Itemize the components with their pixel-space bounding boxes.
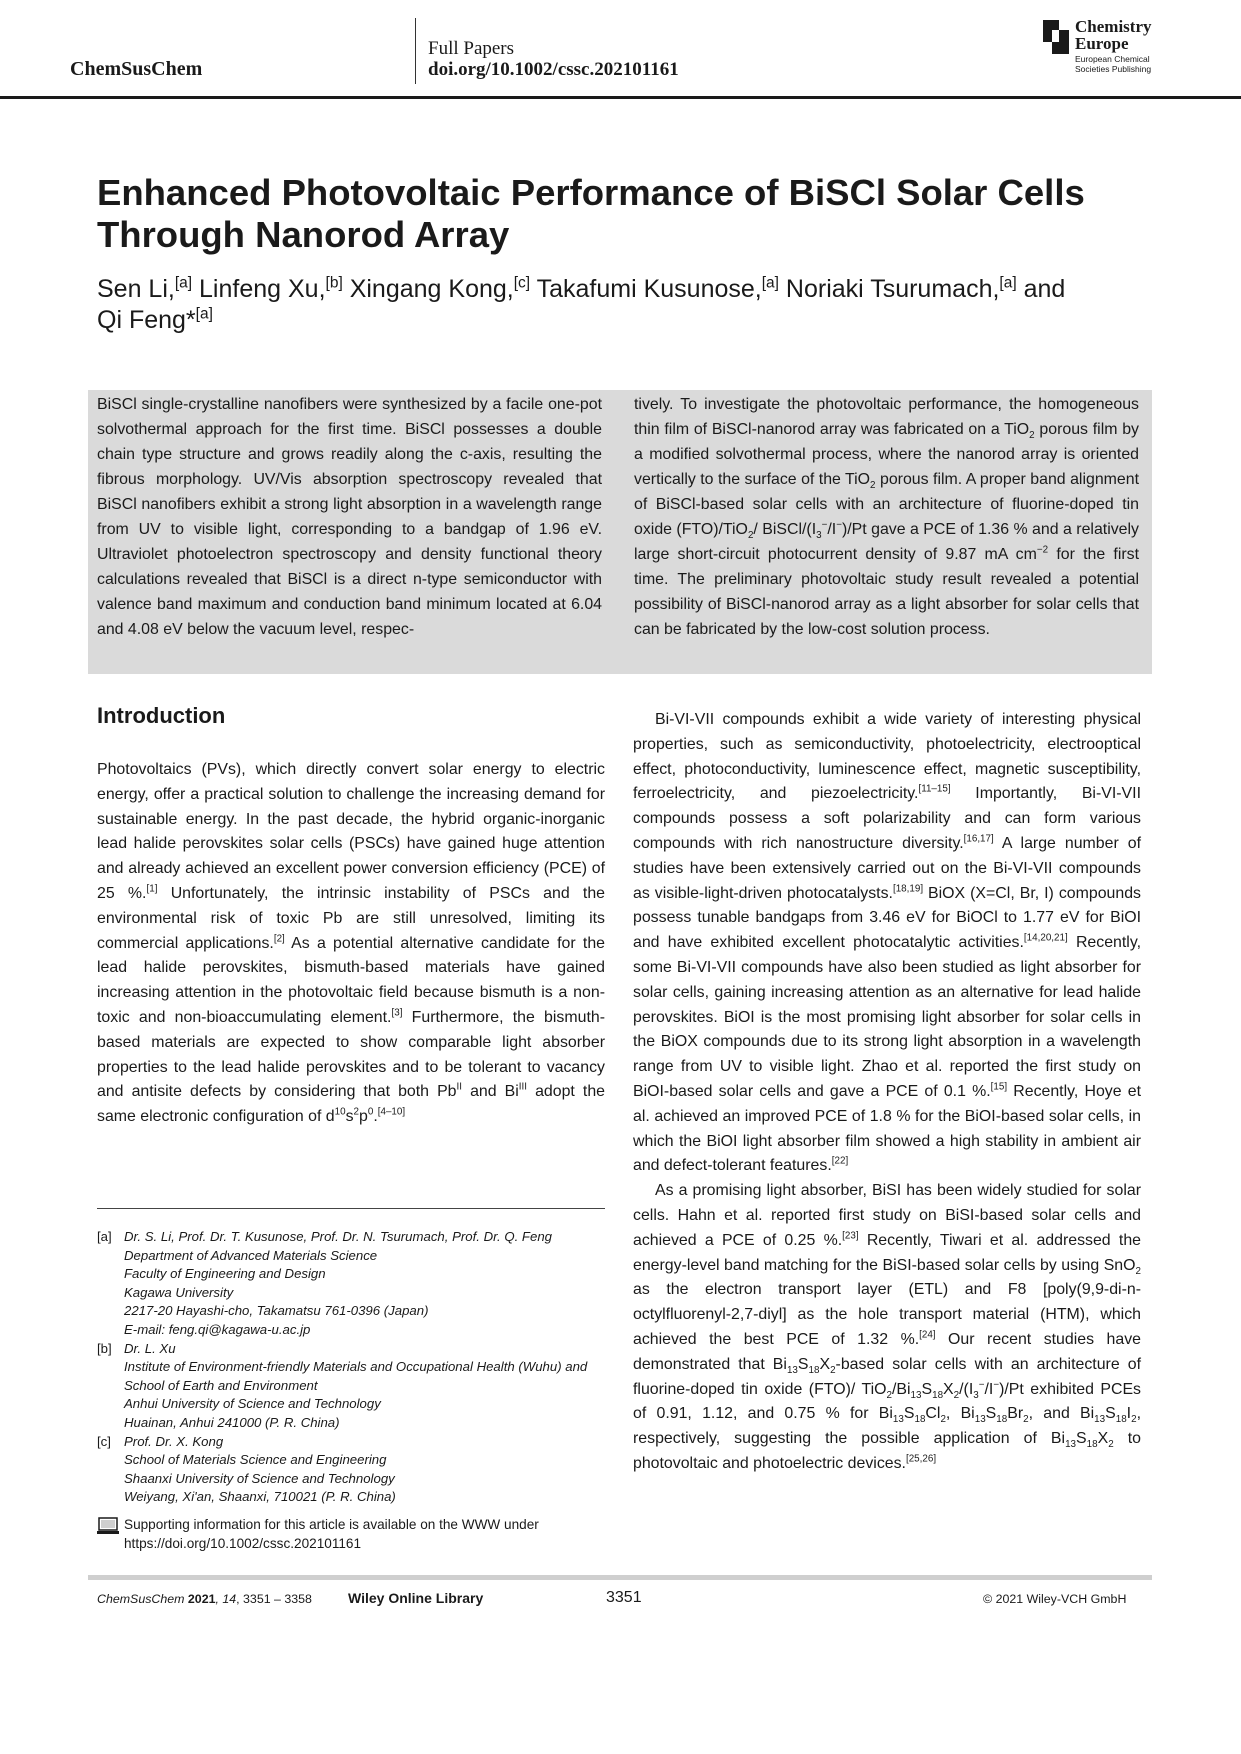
footnote-line: School of Materials Science and Engineering: [124, 1452, 387, 1468]
article-type: Full Papers: [428, 38, 515, 59]
superscript: −: [993, 1379, 1000, 1391]
subscript: 18: [996, 1414, 1008, 1426]
author: Xingang Kong,: [342, 275, 514, 303]
abstract-text: porous film. A proper band alignment of BiSCl-based solar cells with an architecture of fluorine-doped tin oxide (FTO)/TiO: [634, 471, 1139, 538]
affiliation-mark: [a]: [195, 305, 213, 323]
body-text: Recently, Hoye et al. achieved an improved PCE of 1.8 % for the BiOI-based solar cells, in which the BiOI light absorber film showed a high stability in ambient air and defect-tolerant features.: [633, 1082, 1142, 1175]
body-text: -based solar cells with an architecture of fluorine-doped tin oxide (FTO)/ TiO: [633, 1355, 1141, 1398]
citation[interactable]: [11–15]: [918, 784, 951, 796]
affiliation-mark: [a]: [761, 274, 779, 292]
affiliation-mark: [a]: [999, 274, 1017, 292]
body-text: As a potential alternative candidate for the lead halide perovskites, bismuth-based materials have gained increasing attention in the photovoltaic field because bismuth is a non-toxic and non-bioaccumulating element.: [97, 934, 606, 1026]
footnote-label: [c]: [97, 1433, 111, 1449]
superscript: −: [978, 1379, 985, 1391]
logo-subtitle: [1075, 54, 1151, 74]
body-text: Unfortunately, the intrinsic instability of PSCs and the environmental risk of toxic Pb are still unresolved, limiting its commercial applications.: [97, 884, 605, 952]
supporting-info-note: [97, 1516, 609, 1553]
subscript: 2: [886, 1389, 892, 1401]
subscript: 18: [808, 1364, 820, 1376]
body-text: Bi-VI-VII compounds exhibit a wide variety of interesting physical properties, such as semiconductivity, photoelectricity, electrooptical effect, photoconductivity, luminescence effect, magnetic susceptibility, ferroelectricity, and piezoelectricity.: [633, 711, 1141, 803]
author: Sen Li,: [97, 275, 175, 303]
citation[interactable]: [22]: [831, 1156, 849, 1168]
superscript: −2: [1036, 544, 1049, 556]
wiley-online-library-link[interactable]: Wiley Online Library: [348, 1590, 484, 1606]
citation[interactable]: [25,26]: [905, 1453, 937, 1465]
journal-name: ChemSusChem: [70, 58, 203, 80]
chemistry-europe-logo-icon: [1043, 20, 1069, 54]
footer-pages: , 3351 – 3358: [236, 1592, 312, 1606]
superscript: 0: [367, 1106, 374, 1118]
affiliation-footnotes: [97, 1228, 609, 1507]
footnote-line: Department of Advanced Materials Science: [124, 1247, 378, 1263]
doi-link[interactable]: doi.org/10.1002/cssc.202101161: [428, 59, 679, 80]
subscript: 13: [974, 1414, 986, 1426]
citation[interactable]: [23]: [842, 1230, 859, 1242]
footnote-b: [97, 1340, 609, 1433]
superscript: 10: [334, 1106, 346, 1118]
body-text: BiOX (X=Cl, Br, I) compounds possess tunable bandgaps from 3.46 eV for BiOCl to 1.77 eV for BiOI and have exhibited excellent photocatalytic activities.: [633, 884, 1141, 952]
subscript: 2: [1131, 1414, 1137, 1426]
citation[interactable]: [2]: [273, 933, 285, 945]
author-conjunction: and: [1016, 275, 1066, 303]
footnote-line: Dr. S. Li, Prof. Dr. T. Kusunose, Prof. Dr. N. Tsurumach, Prof. Dr. Q. Feng: [124, 1229, 552, 1244]
body-text: adopt the same electronic configuration of d: [97, 1083, 606, 1126]
body-text: to photovoltaic and photoelectric devices.: [633, 1430, 1141, 1472]
footer-citation: [97, 1592, 312, 1606]
abstract-text: /I: [827, 521, 837, 538]
body-text: Importantly, Bi-VI-VII compounds possess a soft polarizability and can form various compounds with rich nanostructure diversity.: [633, 785, 1141, 852]
subscript: 13: [910, 1389, 922, 1401]
header-divider: [415, 18, 416, 84]
subscript: 13: [786, 1364, 798, 1376]
abstract-text: )/Pt gave a PCE of 1.36 % and a relatively large short-circuit photocurrent density of 9.87 mA cm: [634, 521, 1139, 563]
abstract-text: porous film by a modified solvothermal process, where the nanorod array is oriented vertically to the surface of the TiO: [634, 421, 1139, 488]
body-text: s: [345, 1108, 354, 1126]
subscript: 3: [816, 530, 822, 542]
body-text: p: [359, 1108, 368, 1126]
superscript: 2: [353, 1106, 359, 1118]
footnote-line: Prof. Dr. X. Kong: [124, 1433, 224, 1449]
author-list: [97, 274, 1147, 336]
body-text: )/Pt exhibited PCEs of 0.91, 1.12, and 0.75 % for Bi: [633, 1380, 1142, 1423]
subscript: 2: [747, 530, 754, 542]
article-title: [97, 172, 1147, 256]
body-text: /(I: [959, 1380, 974, 1398]
subscript: 2: [830, 1364, 836, 1376]
body-column-left: [97, 758, 605, 1130]
affiliation-mark: [c]: [513, 274, 531, 292]
citation[interactable]: [3]: [391, 1007, 403, 1019]
affiliation-mark: [a]: [174, 274, 193, 292]
abstract-column-left: BiSCl single-crystalline nanofibers were synthesized by a facile one-pot solvothermal approach for the first time. BiSCl possesses a double chain type structure and grows readily along the c-axis, resulting the fibrous morphology. UV/Vis absorption spectroscopy revealed that BiSCl nanofibers exhibit a strong light absorption in a wavelength range from UV to visible light, corresponding to a bandgap of 1.96 eV. Ultraviolet photoelectron spectroscopy and density functional theory calculations revealed that BiSCl is a direct n-type semiconductor with valence band maximum and conduction band minimum located at 6.04 and 4.08 eV below the vacuum level, respec-: [97, 396, 602, 638]
citation[interactable]: [1]: [146, 883, 158, 895]
paragraph: [97, 758, 605, 1130]
subscript: 18: [1115, 1414, 1127, 1426]
subscript: 2: [870, 480, 876, 492]
citation[interactable]: [16,17]: [963, 833, 994, 845]
subscript: 2: [1029, 430, 1035, 442]
title-line: Through Nanorod Array: [97, 214, 510, 255]
footnote-a: [97, 1228, 609, 1340]
abstract-box: [88, 390, 1152, 674]
citation[interactable]: [4–10]: [377, 1106, 406, 1118]
body-text: /I: [984, 1380, 994, 1398]
subscript: 2: [953, 1389, 960, 1401]
subscript: 2: [940, 1414, 946, 1426]
abstract-text: / BiSCl/(I: [753, 521, 817, 538]
paragraph: As a promising light absorber, BiSI has been widely studied for solar cells. Hahn et al. reported first study on BiSI-based solar cells and achieved a PCE of 0.25 %.[23] Recently, Tiwari et al. addressed the energy-level band matching for the BiSI-based solar cells by using SnO$_2$ as the electron transport layer (ETL) and F8 [poly(9,9-di-n-octylfluorenyl-2,7-diyl] as the hole transport material (HTM), which achieved the best PCE of 1.32 %.[24] Our recent studies have demonstrated that $Bi_{13}S_{18}X_2$-based solar cells with an architecture of fluorine-doped tin oxide (FTO)/ $TiO_2/Bi_{13}S_{18}X_2/(I_3^-/I^-)/Pt$ exhibited PCEs of 0.91, 1.12, and 0.75 % for $Bi_{13}S_{18}Cl_2$, $Bi_{13}S_{18}Br_2$, and $Bi_{13}S_{18}I_2$, respectively, suggesting the possible application of $Bi_{13}S_{18}X_2$ to photovoltaic and photoelectric devices.[25,26]: [633, 1182, 1142, 1472]
citation[interactable]: [24]: [919, 1329, 936, 1341]
citation[interactable]: [15]: [990, 1081, 1008, 1093]
body-text: Recently, some Bi-VI-VII compounds have also been studied as light absorber for solar cells, gaining increasing attention as an alternative for lead halide perovskites. BiOI is the most promising light absorber for solar cells in the BiOX compounds due to its strong light absorption in a wavelength range from UV to visible light. Zhao et al. reported the first study on BiOI-based solar cells and gave a PCE of 0.1 %.: [633, 934, 1141, 1100]
body-text: A large number of studies have been extensively carried out on the Bi-VI-VII compounds as visible-light-driven photocatalysts.: [633, 834, 1141, 902]
page-number: 3351: [606, 1589, 642, 1606]
citation[interactable]: [14,20,21]: [1023, 932, 1068, 944]
footer-year: 2021: [184, 1592, 216, 1606]
subscript: 2: [1135, 1265, 1141, 1277]
title-line: Enhanced Photovoltaic Performance of BiSCl Solar Cells: [97, 172, 1085, 213]
author: Qi Feng*: [97, 306, 196, 334]
footnote-rule: [97, 1208, 605, 1209]
footnote-line: Kagawa University: [124, 1284, 234, 1300]
body-text: Recently, Tiwari et al. addressed the energy-level band matching for the BiSI-based solar cells by using SnO: [633, 1231, 1141, 1274]
section-heading-introduction: Introduction: [97, 703, 226, 728]
subscript: 18: [932, 1389, 944, 1401]
body-text: .: [373, 1108, 378, 1126]
footnote-line: Huainan, Anhui 241000 (P. R. China): [124, 1414, 340, 1430]
body-text: and Bi: [462, 1083, 519, 1101]
superscript: II: [456, 1082, 462, 1094]
abstract-column-right: [634, 392, 1139, 642]
logo-title-line: Chemistry: [1075, 17, 1152, 36]
footnote-line: Anhui University of Science and Technology: [124, 1396, 381, 1412]
footer-journal-name: ChemSusChem: [97, 1592, 185, 1606]
body-column-right: [633, 708, 1141, 1477]
author: Linfeng Xu,: [192, 275, 326, 303]
subscript: 2: [1108, 1439, 1114, 1451]
body-text: , and Bi: [1028, 1405, 1095, 1423]
footnote-label: [a]: [97, 1229, 112, 1244]
superscript: III: [518, 1082, 528, 1094]
abstract-text: for the first time. The preliminary photovoltaic study result revealed a potential possibility of BiSCl-nanorod array as a light absorber for solar cells that can be fabricated by the low-cost solution process.: [634, 546, 1139, 638]
citation[interactable]: [18,19]: [892, 883, 924, 895]
author: Takafumi Kusunose,: [530, 275, 762, 303]
supporting-info-text[interactable]: Supporting information for this article is available on the WWW under https://doi.org/10.1002/cssc.202101161: [124, 1517, 539, 1551]
logo-title: [1075, 18, 1151, 52]
logo-sub-line: European Chemical: [1075, 54, 1150, 64]
footnote-line: Shaanxi University of Science and Technology: [124, 1470, 395, 1486]
logo-title-line: Europe: [1075, 34, 1129, 53]
subscript: 3: [973, 1389, 979, 1401]
subscript: 13: [1094, 1414, 1106, 1426]
footnote-label: [b]: [97, 1340, 112, 1356]
computer-icon: [97, 1517, 119, 1535]
footnote-line: Dr. L. Xu: [124, 1340, 176, 1356]
author: Noriaki Tsurumach,: [778, 275, 1000, 303]
footnote-line: Weiyang, Xi'an, Shaanxi, 710021 (P. R. China): [124, 1489, 396, 1505]
header-rule: [0, 96, 1241, 99]
paragraph: [633, 708, 1141, 1179]
copyright: © 2021 Wiley-VCH GmbH: [983, 1592, 1127, 1606]
body-text: Furthermore, the bismuth-based materials are expected to show comparable light absorber properties to the lead halide perovskites and to be tolerant to vacancy and antisite defects by considering that both Pb: [97, 1008, 605, 1101]
footnote-line: Faculty of Engineering and Design: [124, 1266, 326, 1282]
subscript: 2: [1023, 1414, 1029, 1426]
footer-rule: [88, 1575, 1152, 1580]
body-text: As a promising light absorber, BiSI has been widely studied for solar cells. Hahn et al. reported first study on BiSI-based solar cells and achieved a PCE of 0.25 %.: [633, 1182, 1141, 1249]
subscript: 13: [892, 1414, 904, 1426]
affiliation-mark: [b]: [325, 274, 343, 292]
body-text: Photovoltaics (PVs), which directly convert solar energy to electric energy, offer a practical solution to challenge the increasing demand for sustainable energy. In the past decade, the hybrid organic-inorganic lead halide perovskites solar cells (PSCs) have gained huge attention and already achieved an excellent power conversion efficiency (PCE) of 25 %.: [97, 761, 605, 902]
email-link[interactable]: E-mail: feng.qi@kagawa-u.ac.jp: [124, 1321, 311, 1337]
abstract-text: tively. To investigate the photovoltaic performance, the homogeneous thin film of BiSCl-nanorod array was fabricated on a TiO: [634, 396, 1139, 438]
subscript: 18: [914, 1414, 926, 1426]
footer-volume: , 14: [215, 1592, 237, 1606]
subscript: 18: [1086, 1439, 1098, 1451]
superscript: −: [836, 519, 842, 531]
footnote-line: 2217-20 Hayashi-cho, Takamatsu 761-0396 (Japan): [124, 1303, 429, 1319]
body-text: Our recent studies have demonstrated that Bi: [633, 1330, 1141, 1373]
subscript: 13: [1065, 1439, 1077, 1451]
body-text: as the electron transport layer (ETL) and F8 [poly(9,9-di-n-octylfluorenyl-2,7-diyl] as the hole transport material (HTM), which achieved the best PCE of 1.32 %.: [633, 1281, 1141, 1348]
footnote-c: [97, 1433, 609, 1507]
superscript: −: [821, 519, 828, 531]
footnote-line: Institute of Environment-friendly Materials and Occupational Health (Wuhu) and School of Earth and Environment: [124, 1359, 588, 1393]
publisher-logo: [1043, 18, 1173, 80]
logo-sub-line: Societies Publishing: [1075, 64, 1152, 74]
body-text: , respectively, suggesting the possible application of Bi: [633, 1405, 1141, 1448]
